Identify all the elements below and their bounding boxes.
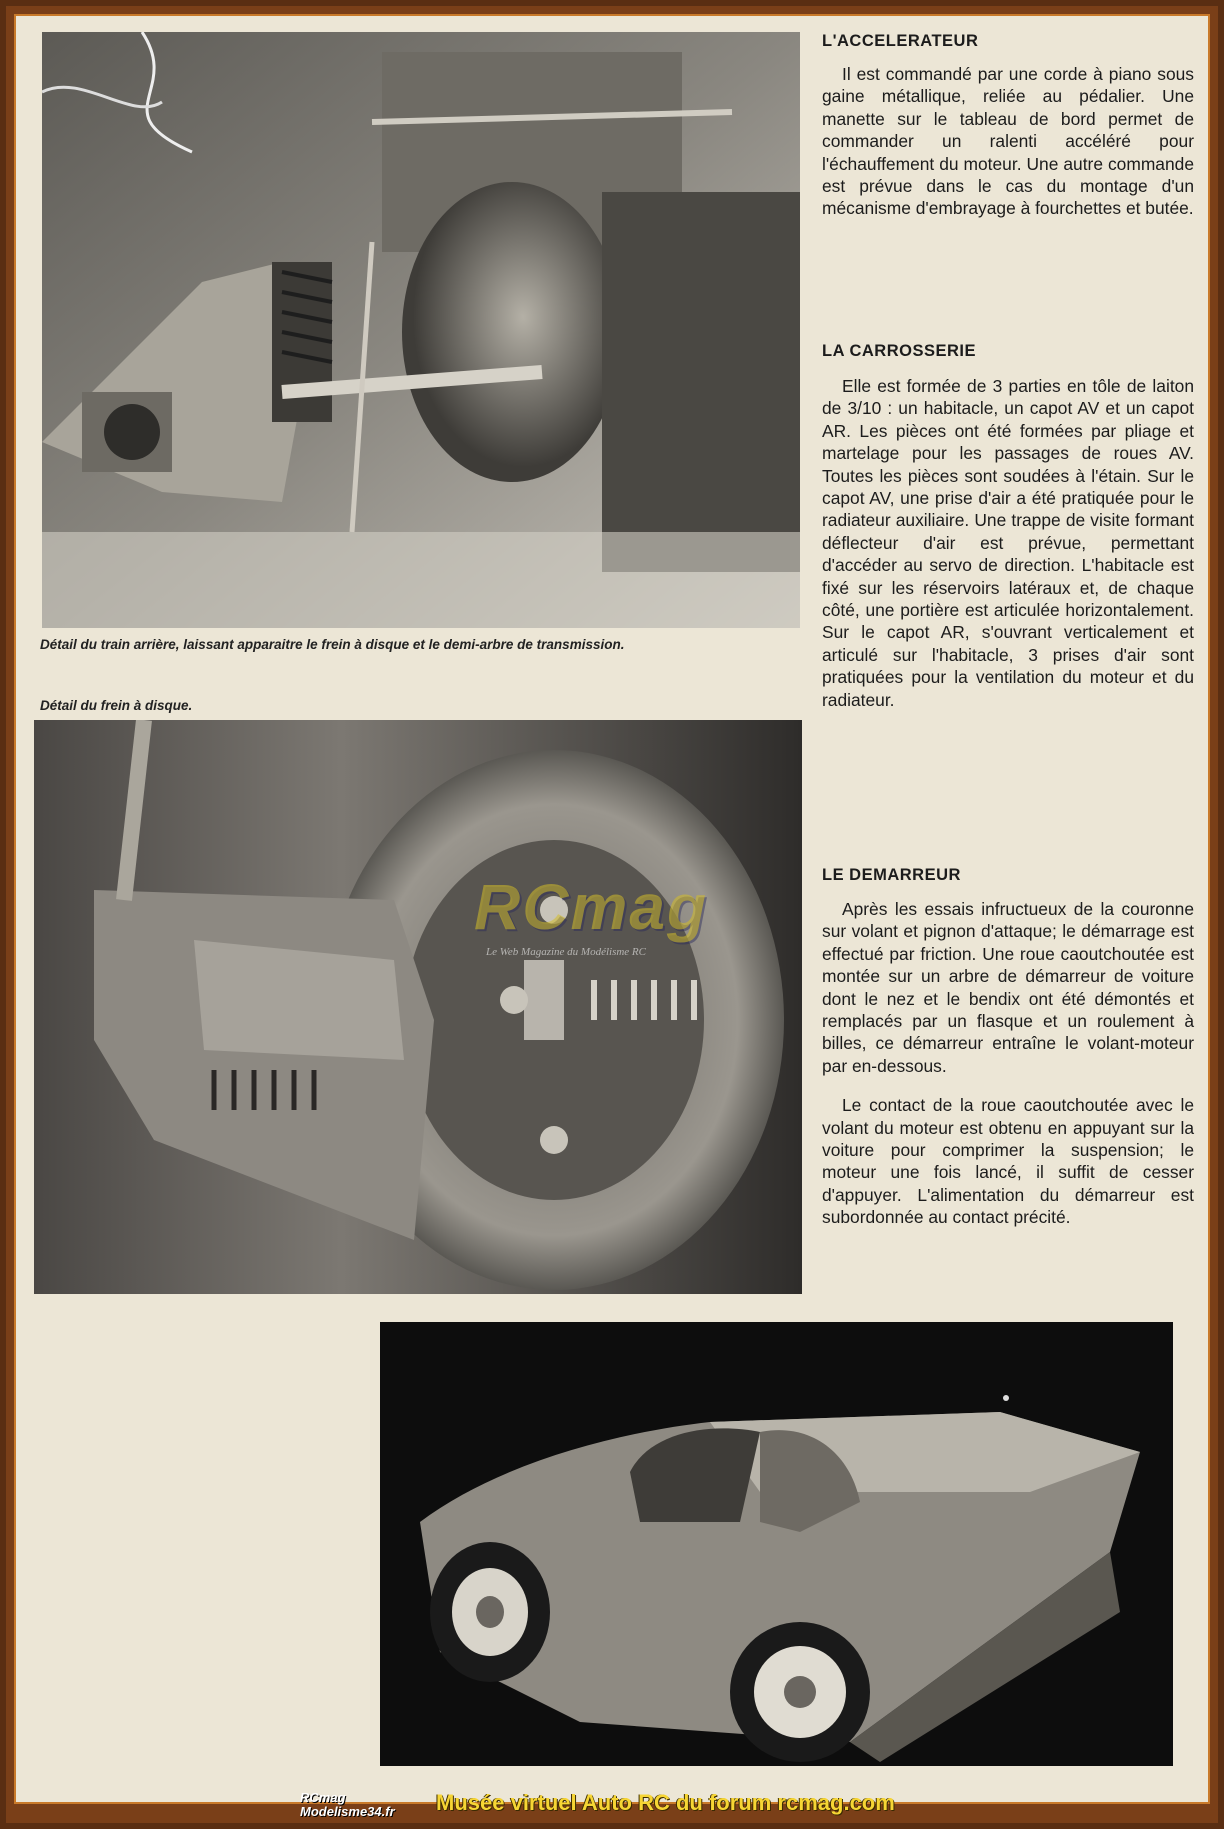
footer-logo-rcmag: RCmag [300, 1790, 346, 1805]
footer-banner-text: Musée virtuel Auto RC du forum rcmag.com [436, 1790, 895, 1815]
heading-accelerateur: L'ACCELERATEUR [822, 32, 979, 50]
section-accelerateur [822, 32, 1194, 220]
rear-train-photo [42, 32, 800, 628]
body-carrosserie: Elle est formée de 3 parties en tôle de laiton de 3/10 : un habitacle, un capot AV et un capot AR. Les pièces ont été formées par pliage et martelage pour les passages de roues AV. Toutes les pièces sont soudées à l'étain. Sur le capot AV, une prise d'air a été pratiquée pour le radiateur auxiliaire. Une trappe de visite formant déflecteur d'air est prévue, permettant d'accéder au servo de direction. L'habitacle est fixé sur les réservoirs latéraux et, de chaque côté, une portière est articulée horizontalement. Sur le capot AR, s'ouvrant verticalement et articulé sur l'habitacle, 3 prises d'air sont pratiquées pour la ventilation du moteur et du radiateur. [822, 376, 1194, 710]
body-accelerateur: Il est commandé par une corde à piano sous gaine métallique, reliée au pédalier. Une manette sur le tableau de bord permet de commander un ralenti accéléré pour l'échauffement du moteur. Une autre commande est prévue dans le cas du montage d'un mécanisme d'embrayage à fourchettes et butée. [822, 64, 1194, 219]
heading-carrosserie: LA CARROSSERIE [822, 342, 976, 360]
heading-demarreur: LE DEMARREUR [822, 866, 961, 884]
disc-brake-caption: Détail du frein à disque. [40, 698, 193, 713]
rear-train-caption: Détail du train arrière, laissant apparaitre le frein à disque et le demi-arbre de transmission. [40, 637, 625, 652]
footer-logo-site: Modelisme34.fr [300, 1804, 395, 1819]
rcmag-watermark-tagline: Le Web Magazine du Modélisme RC [486, 946, 646, 958]
car-body-photo [380, 1322, 1173, 1766]
footer-logo [300, 1791, 395, 1819]
disc-brake-photo [34, 720, 802, 1294]
body-demarreur-2: Le contact de la roue caoutchoutée avec le volant du moteur est obtenu en appuyant sur la voiture pour comprimer la suspension; le moteur une fois lancé, il suffit de cesser d'appuyer. L'alimentation du démarreur est subordonnée au contact précité. [822, 1095, 1194, 1228]
body-demarreur-1: Après les essais infructueux de la couronne sur volant et pignon d'attaque; le démarrage est effectué par friction. Une roue caoutchoutée est montée sur un arbre de démarreur de voiture dont le nez et le bendix ont été démontés et remplacés par un flasque et un roulement à billes, ce démarreur entraîne le volant-moteur par en-dessous. [822, 899, 1194, 1076]
rcmag-watermark-logo: RCmag [474, 871, 709, 943]
section-demarreur [822, 866, 1194, 1229]
section-carrosserie [822, 342, 1194, 711]
magazine-page [14, 14, 1210, 1804]
